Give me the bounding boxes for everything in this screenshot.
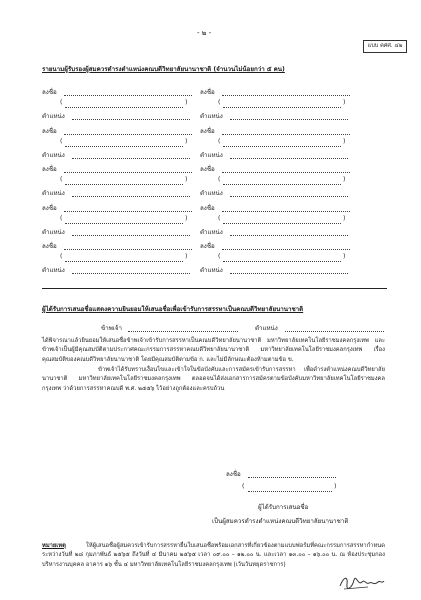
certifier-7-name-close: ) — [343, 137, 346, 145]
certifier-9-sign-field[interactable] — [222, 211, 350, 212]
certifier-8-name-field[interactable] — [223, 184, 341, 185]
certifier-3-position-label: ตำแหน่ง — [42, 190, 65, 197]
handwritten-signature — [338, 572, 386, 592]
certifier-7-sign-label: ลงชื่อ — [200, 127, 215, 135]
certifier-4-name-field[interactable] — [65, 223, 183, 224]
nominee-sign-label: ลงชื่อ — [226, 471, 241, 478]
certifier-6-name-field[interactable] — [223, 107, 341, 108]
certifier-5-position-field[interactable] — [72, 273, 190, 274]
certifier-10-sign-label: ลงชื่อ — [200, 243, 215, 250]
certifier-4-position-label: ตำแหน่ง — [42, 228, 65, 236]
consent-name-label: ข้าพเจ้า — [101, 325, 122, 332]
certifier-4-position-field[interactable] — [72, 235, 190, 236]
certifier-6-sign-label: ลงชื่อ — [200, 89, 215, 96]
certifier-2-sign-field[interactable] — [64, 134, 192, 135]
certifier-4-sign-label: ลงชื่อ — [42, 204, 57, 212]
certifier-8-sign-field[interactable] — [222, 172, 350, 173]
consent-paragraph-1: ได้พิจารณาแล้วยินยอมให้เสนอชื่อข้าพเจ้าเข้ารับการสรรหาเป็นคณบดีวิทยาลัยนานาชาติ มหาวิทยาลัยเทคโนโลยีราชมงคลกรุงเทพ และข้าพเจ้าเป็นผู้มีคุณสมบัติตามประกาศคณะกรรมการสรรหาคณบดีวิทยาลัยนานาชาติ มหาวิทยาลัยเทคโนโลยีราชมงคลกรุงเทพ เรื่อง คุณสมบัติของคณบดีวิทยาลัยนานาชาติ โดยมีคุณสมบัติตามข้อ ก. และไม่มีลักษณะต้องห้ามตามข้อ ข. — [42, 338, 385, 363]
certifier-8-position-field[interactable] — [230, 196, 348, 197]
certifier-3-sign-field[interactable] — [64, 172, 192, 173]
certifier-10-sign-field[interactable] — [222, 249, 350, 250]
certifier-6-position-label: ตำแหน่ง — [200, 113, 223, 120]
certifier-7-name-field[interactable] — [223, 146, 341, 147]
certifier-10-position-label: ตำแหน่ง — [200, 267, 223, 274]
note-block — [42, 542, 385, 570]
consent-name-field[interactable] — [128, 331, 238, 332]
certifier-5-name-open: ( — [60, 253, 63, 260]
certifier-6-position-field[interactable] — [230, 119, 348, 120]
page-number: - ๒ - — [197, 29, 212, 37]
certifier-4-sign-field[interactable] — [64, 211, 192, 212]
certifier-5-name-close: ) — [185, 253, 188, 260]
certifier-9-position-label: ตำแหน่ง — [200, 228, 223, 236]
certifier-7-position-field[interactable] — [230, 158, 348, 159]
certifier-2-name-close: ) — [185, 137, 188, 145]
certifier-5-sign-field[interactable] — [64, 249, 192, 250]
nominee-name-close: ) — [334, 483, 337, 490]
certifier-10-name-close: ) — [343, 253, 346, 260]
certifier-6-sign-field[interactable] — [222, 95, 350, 96]
certifier-7-name-open: ( — [218, 137, 221, 145]
certifier-10-position-field[interactable] — [230, 273, 348, 274]
section1-title: รายนามผู้รับรองผู้สมควรดำรงตำแหน่งคณบดีวิทยาลัยนานาชาติ (จำนวนไม่น้อยกว่า ๕ คน) — [42, 66, 285, 73]
certifier-6-name-open: ( — [218, 99, 221, 106]
certifier-1-sign-label: ลงชื่อ — [42, 89, 57, 96]
certifier-9-position-field[interactable] — [230, 235, 348, 236]
certifier-1-name-close: ) — [185, 99, 188, 106]
nominee-name-field[interactable] — [248, 491, 332, 492]
form-code-badge: แบบ คศศ. ๔๒ — [363, 40, 407, 53]
certifier-3-name-close: ) — [185, 176, 188, 183]
certifier-2-position-label: ตำแหน่ง — [42, 151, 65, 159]
certifier-7-position-label: ตำแหน่ง — [200, 151, 223, 159]
nominee-caption-2: เป็นผู้สมควรดำรงตำแหน่งคณบดีวิทยาลัยนานาชาติ — [212, 518, 349, 525]
certifier-9-name-field[interactable] — [223, 223, 341, 224]
certifier-7-sign-field[interactable] — [222, 134, 350, 135]
consent-position-field[interactable] — [285, 331, 384, 332]
certifier-1-position-field[interactable] — [72, 119, 190, 120]
certifier-9-name-open: ( — [218, 214, 221, 222]
certifier-4-name-close: ) — [185, 214, 188, 222]
certifier-3-name-field[interactable] — [65, 184, 183, 185]
note-text: ให้ผู้เสนอชื่อผู้สมควรเข้ารับการสรรหายื่นใบเสนอชื่อพร้อมเอกสารที่เกี่ยวข้องตามแบบฟอร์มที่คณะกรรมการสรรหากำหนด ระหว่างวันที่ ๒๘ กุมภาพันธ์ ๒๕๖๕ ถึงวันที่ ๔ มีนาคม ๒๕๖๕ เวลา ๐๙.๐๐ – ๑๒.๐๐ น. และเวลา ๑๓.๐๐ – ๑๖.๐๐ น. ณ ห้องประชุมกองบริหารงานบุคคล อาคาร ๑๖ ชั้น ๔ มหาวิทยาลัยเทคโนโลยีราชมงคลกรุงเทพ (เว้นวันหยุดราชการ) — [42, 543, 385, 568]
certifier-3-name-open: ( — [60, 176, 63, 183]
certifier-2-name-open: ( — [60, 137, 63, 145]
certifier-8-name-close: ) — [343, 176, 346, 183]
certifier-1-position-label: ตำแหน่ง — [42, 113, 65, 120]
certifier-1-name-open: ( — [60, 99, 63, 106]
certifier-2-position-field[interactable] — [72, 158, 190, 159]
certifier-5-position-label: ตำแหน่ง — [42, 267, 65, 274]
nominee-name-open: ( — [242, 483, 245, 490]
certifier-5-name-field[interactable] — [65, 261, 183, 262]
certifier-9-sign-label: ลงชื่อ — [200, 204, 215, 212]
certifier-5-sign-label: ลงชื่อ — [42, 243, 57, 250]
consent-position-label: ตำแหน่ง — [255, 325, 278, 332]
certifier-1-sign-field[interactable] — [64, 95, 192, 96]
certifier-4-name-open: ( — [60, 214, 63, 222]
certifier-10-name-open: ( — [218, 253, 221, 260]
nominee-caption: ผู้ได้รับการเสนอชื่อ — [258, 504, 309, 511]
certifier-9-name-close: ) — [343, 214, 346, 222]
certifier-8-position-label: ตำแหน่ง — [200, 190, 223, 197]
certifier-8-sign-label: ลงชื่อ — [200, 166, 215, 173]
certifier-3-sign-label: ลงชื่อ — [42, 166, 57, 173]
certifier-3-position-field[interactable] — [72, 196, 190, 197]
section-divider — [42, 288, 387, 289]
certifier-2-sign-label: ลงชื่อ — [42, 127, 57, 135]
consent-paragraph-2: ข้าพเจ้าได้รับทราบเงื่อนไขและเข้าใจในข้อบังคับและการสมัครเข้ารับการสรรหา เพื่อดำรงตำแหน่งคณบดีวิทยาลัยนานาชาติ มหาวิทยาลัยเทคโนโลยีราชมงคลกรุงเทพ ตลอดจนได้ส่งเอกสารการสมัครตามข้อบังคับมหาวิทยาลัยเทคโนโลยีราชมงคลกรุงเทพ ว่าด้วยการสรรหาคณบดี พ.ศ. ๒๕๕๖ ไว้อย่างถูกต้องและครบถ้วน — [42, 367, 385, 392]
certifier-6-name-close: ) — [343, 99, 346, 106]
certifier-1-name-field[interactable] — [65, 107, 183, 108]
nominee-sign-field[interactable] — [248, 477, 336, 478]
note-label: หมายเหตุ — [42, 543, 66, 549]
section2-title: ผู้ได้รับการเสนอชื่อแสดงความยินยอมให้เสนอชื่อเพื่อเข้ารับการสรรหาเป็นคณบดีวิทยาลัยนานาชาติ — [42, 306, 304, 313]
certifier-8-name-open: ( — [218, 176, 221, 183]
certifier-2-name-field[interactable] — [65, 146, 183, 147]
certifier-10-name-field[interactable] — [223, 261, 341, 262]
